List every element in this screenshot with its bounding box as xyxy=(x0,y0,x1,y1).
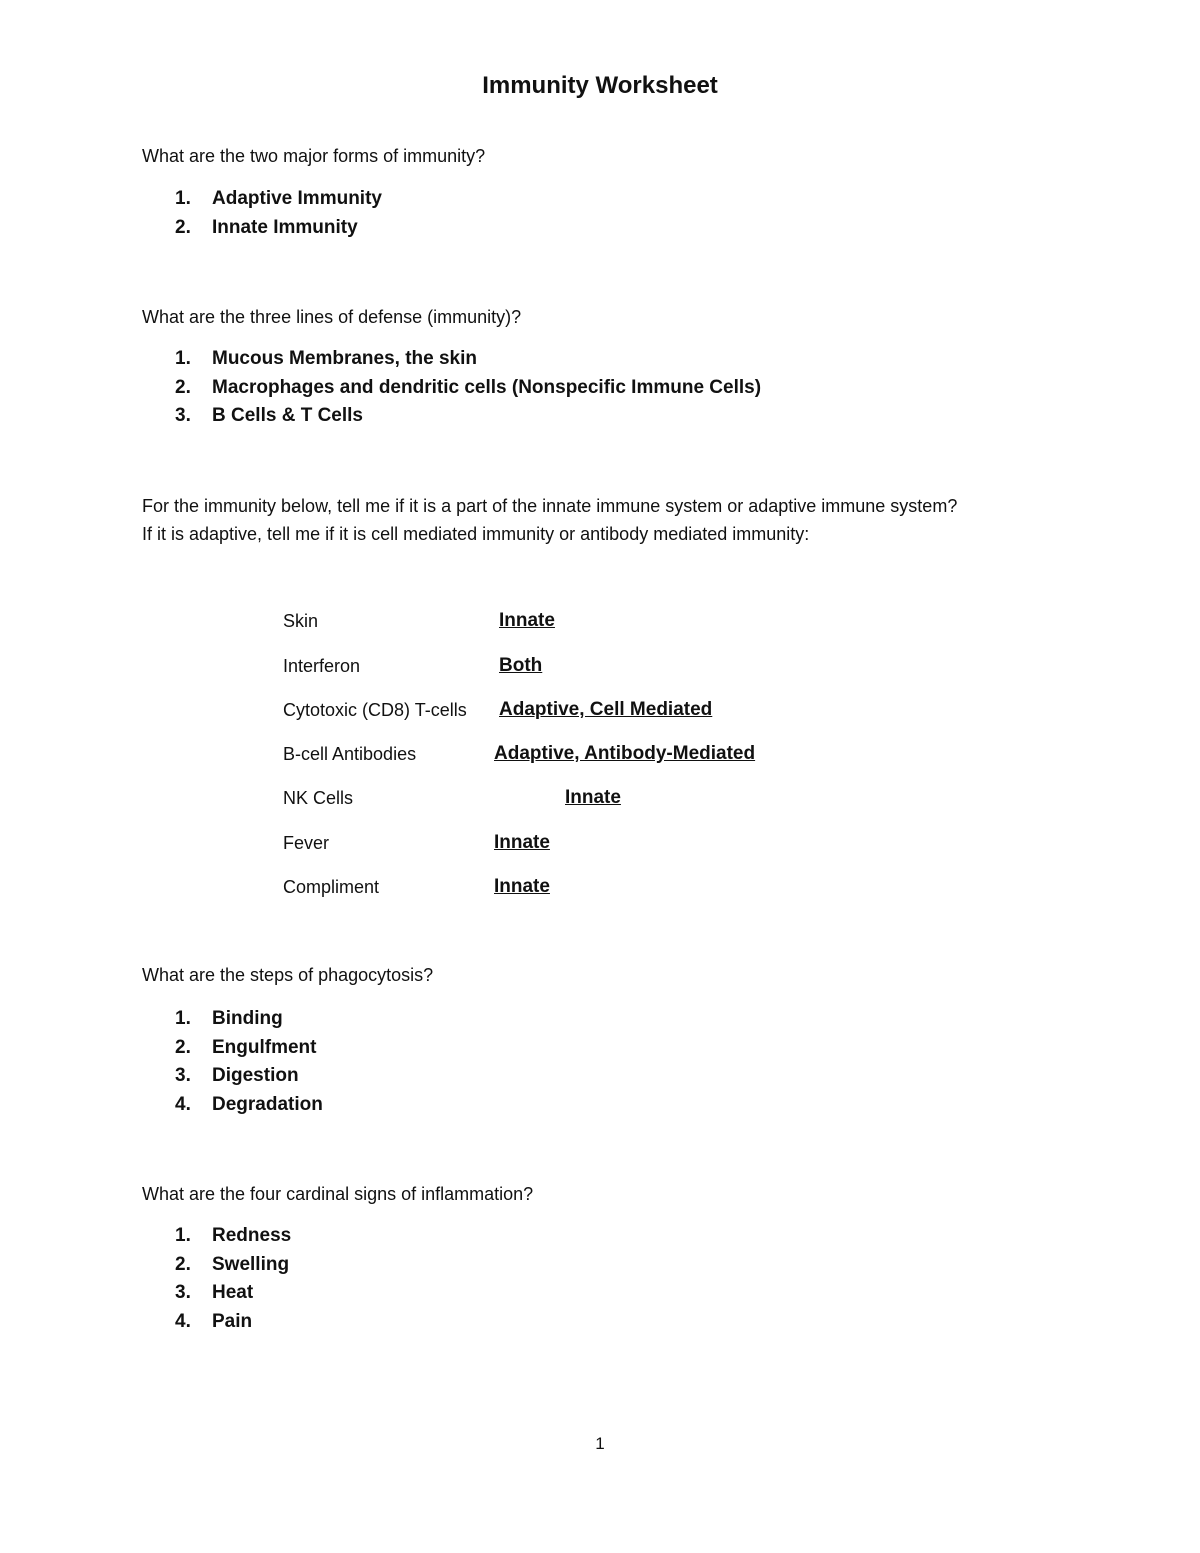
question-phagocytosis: What are the steps of phagocytosis? xyxy=(142,965,434,985)
classify-answer-cytotoxic: Adaptive, Cell Mediated xyxy=(499,699,713,720)
classify-label-cytotoxic: Cytotoxic (CD8) T-cells xyxy=(283,700,467,720)
list-item xyxy=(175,214,382,243)
list-number: 1. xyxy=(175,348,191,369)
list-number: 1. xyxy=(175,1225,191,1246)
list-item xyxy=(175,1091,323,1120)
classify-label-nk-cells: NK Cells xyxy=(283,788,354,808)
classify-answer-compliment: Innate xyxy=(494,876,550,897)
answer-text: Swelling xyxy=(212,1253,290,1275)
list-item xyxy=(175,345,761,374)
question-classify-line2: If it is adaptive, tell me if it is cell mediated immunity or antibody mediated immunity: xyxy=(142,524,810,544)
question-inflammation: What are the four cardinal signs of inflammation? xyxy=(142,1184,534,1204)
list-number: 4. xyxy=(175,1310,191,1332)
classify-answer-skin: Innate xyxy=(499,610,555,631)
classify-label-fever: Fever xyxy=(283,833,330,853)
list-item xyxy=(175,1005,323,1034)
classify-answer-b-cell: Adaptive, Antibody-Mediated xyxy=(494,743,756,764)
classify-answer-interferon: Both xyxy=(499,655,543,676)
answer-text: Macrophages and dendritic cells (Nonspecific Immune Cells) xyxy=(212,376,762,398)
answer-text: Adaptive Immunity xyxy=(212,188,382,209)
list-number: 3. xyxy=(175,405,191,426)
answer-text: Engulfment xyxy=(212,1036,317,1058)
page-title: Immunity Worksheet xyxy=(482,72,718,99)
answer-text: Innate Immunity xyxy=(212,216,358,238)
list-number: 2. xyxy=(175,1036,191,1058)
classify-answer-fever: Innate xyxy=(494,832,550,853)
list-item xyxy=(175,1222,291,1251)
question-classify-line1: For the immunity below, tell me if it is a part of the innate immune system or adaptive immune system? xyxy=(142,496,958,516)
question-two-forms: What are the two major forms of immunity? xyxy=(142,146,486,166)
classify-label-skin: Skin xyxy=(283,611,319,631)
list-item xyxy=(175,1308,291,1337)
list-item xyxy=(175,374,761,403)
answer-text: Mucous Membranes, the skin xyxy=(212,348,478,369)
answer-text: Heat xyxy=(212,1282,254,1303)
answer-text: Digestion xyxy=(212,1065,299,1086)
list-number: 3. xyxy=(175,1065,191,1086)
list-item xyxy=(175,1251,291,1280)
answer-list-lines-of-defense xyxy=(175,345,761,431)
list-item xyxy=(175,185,382,214)
list-item xyxy=(175,402,761,431)
answer-text: Binding xyxy=(212,1008,283,1029)
answer-list-inflammation xyxy=(175,1222,291,1336)
list-item xyxy=(175,1034,323,1063)
answer-list-phagocytosis xyxy=(175,1005,323,1119)
list-number: 1. xyxy=(175,188,191,209)
classify-label-compliment: Compliment xyxy=(283,877,380,897)
answer-list-two-forms xyxy=(175,185,382,242)
answer-text: Pain xyxy=(212,1310,253,1332)
list-number: 1. xyxy=(175,1008,191,1029)
list-item xyxy=(175,1279,291,1308)
answer-text: Degradation xyxy=(212,1093,323,1115)
classify-label-b-cell: B-cell Antibodies xyxy=(283,744,417,764)
list-number: 2. xyxy=(175,1253,191,1275)
list-item xyxy=(175,1062,323,1091)
list-number: 3. xyxy=(175,1282,191,1303)
classify-answer-nk-cells: Innate xyxy=(565,787,621,808)
question-lines-of-defense: What are the three lines of defense (immunity)? xyxy=(142,307,522,327)
answer-text: B Cells & T Cells xyxy=(212,405,363,426)
answer-text: Redness xyxy=(212,1225,292,1246)
list-number: 4. xyxy=(175,1093,191,1115)
page-number: 1 xyxy=(595,1434,605,1453)
classify-label-interferon: Interferon xyxy=(283,656,361,676)
list-number: 2. xyxy=(175,216,191,238)
list-number: 2. xyxy=(175,376,191,398)
